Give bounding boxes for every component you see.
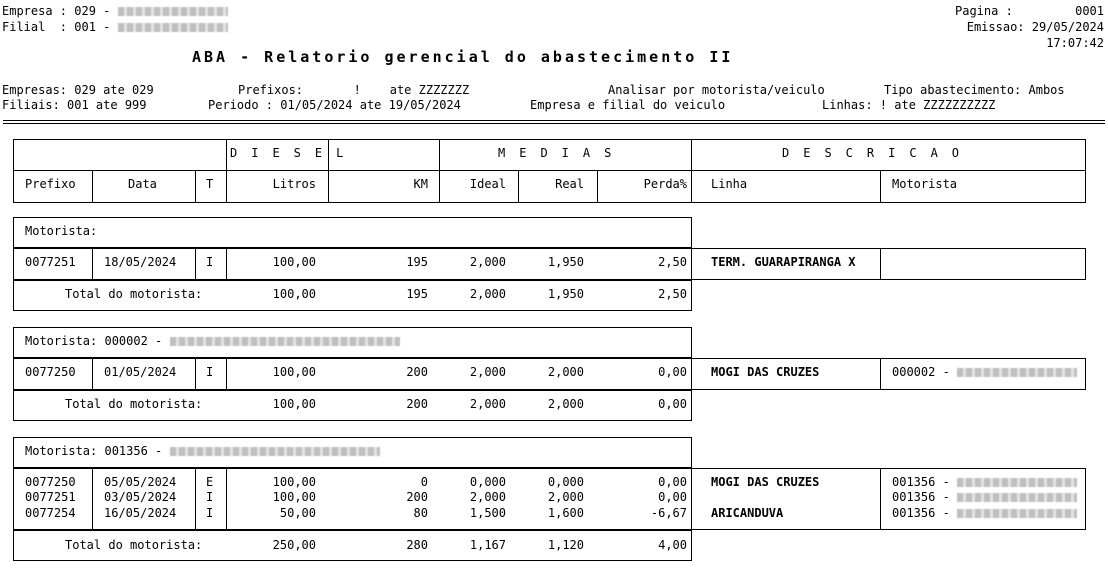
col-motorista: Motorista bbox=[892, 177, 958, 191]
motorista-label: Motorista: bbox=[25, 224, 98, 238]
cell-km: 0 bbox=[420, 475, 428, 489]
cell-data: 03/05/2024 bbox=[104, 490, 177, 504]
cell-motorista-line bbox=[892, 490, 1077, 504]
divider bbox=[439, 139, 440, 203]
cell-real: 1,600 bbox=[547, 506, 584, 520]
divider bbox=[195, 468, 196, 530]
redacted-text bbox=[118, 7, 228, 16]
param-empresa-filial: Empresa e filial do veiculo bbox=[530, 98, 726, 112]
col-km: KM bbox=[413, 177, 428, 191]
cell-perda: 2,50 bbox=[658, 255, 687, 269]
redacted-text bbox=[170, 447, 380, 456]
col-linha: Linha bbox=[711, 177, 748, 191]
col-litros: Litros bbox=[272, 177, 316, 191]
param-analisar: Analisar por motorista/veiculo bbox=[608, 83, 825, 97]
cell-t: I bbox=[206, 255, 214, 269]
empresa-line bbox=[2, 4, 228, 18]
total-label: Total do motorista: bbox=[65, 538, 203, 552]
cell-t: I bbox=[206, 490, 214, 504]
cell-t: I bbox=[206, 365, 214, 379]
cell-perda: 0,00 bbox=[658, 490, 687, 504]
divider bbox=[880, 170, 881, 203]
total-litros: 250,00 bbox=[272, 538, 316, 552]
total-perda: 2,50 bbox=[658, 287, 687, 301]
redacted-text bbox=[957, 478, 1077, 487]
cell-real: 0,000 bbox=[547, 475, 584, 489]
cell-prefixo: 0077250 bbox=[25, 365, 76, 379]
redacted-text bbox=[957, 493, 1077, 502]
redacted-text bbox=[957, 509, 1077, 518]
cell-real: 2,000 bbox=[547, 365, 584, 379]
param-tipo: Tipo abastecimento: Ambos bbox=[884, 83, 1065, 97]
divider bbox=[3, 123, 1105, 124]
total-km: 200 bbox=[406, 397, 428, 411]
col-ideal: Ideal bbox=[469, 177, 506, 191]
redacted-text bbox=[957, 368, 1077, 377]
cell-litros: 50,00 bbox=[279, 506, 316, 520]
pagina-value: 0001 bbox=[1075, 4, 1104, 18]
cell-ideal: 1,500 bbox=[469, 506, 506, 520]
cell-ideal: 2,000 bbox=[469, 255, 506, 269]
divider bbox=[226, 358, 227, 390]
param-empresas: Empresas: 029 ate 029 bbox=[2, 83, 154, 97]
cell-t: I bbox=[206, 506, 214, 520]
cell-motorista: 001356 - bbox=[892, 475, 950, 489]
motorista-label-line bbox=[25, 444, 380, 458]
col-perda: Perda% bbox=[643, 177, 687, 191]
col-real: Real bbox=[555, 177, 584, 191]
total-litros: 100,00 bbox=[272, 397, 316, 411]
param-linhas: Linhas: ! ate ZZZZZZZZZZ bbox=[822, 98, 996, 112]
cell-t: E bbox=[206, 475, 214, 489]
total-real: 1,950 bbox=[547, 287, 584, 301]
divider bbox=[880, 358, 881, 390]
divider bbox=[691, 358, 692, 390]
total-label: Total do motorista: bbox=[65, 397, 203, 411]
cell-linha: ARICANDUVA bbox=[711, 506, 784, 520]
col-t: T bbox=[206, 177, 214, 191]
cell-ideal: 0,000 bbox=[469, 475, 506, 489]
divider bbox=[3, 120, 1105, 121]
param-prefixos: Prefixos: ! ate ZZZZZZZ bbox=[238, 83, 470, 97]
cell-km: 80 bbox=[413, 506, 428, 520]
cell-perda: 0,00 bbox=[658, 365, 687, 379]
divider bbox=[195, 170, 196, 203]
divider bbox=[597, 170, 598, 203]
redacted-text bbox=[118, 23, 228, 32]
group-medias: MEDIAS bbox=[498, 146, 626, 160]
param-filiais: Filiais: 001 ate 999 bbox=[2, 98, 147, 112]
cell-perda: -6,67 bbox=[650, 506, 687, 520]
cell-ideal: 2,000 bbox=[469, 490, 506, 504]
emissao: Emissao: 29/05/2024 bbox=[966, 20, 1104, 34]
total-km: 280 bbox=[406, 538, 428, 552]
cell-real: 1,950 bbox=[547, 255, 584, 269]
total-label: Total do motorista: bbox=[65, 287, 203, 301]
total-real: 2,000 bbox=[547, 397, 584, 411]
cell-prefixo: 0077251 bbox=[25, 490, 76, 504]
col-data: Data bbox=[128, 177, 157, 191]
divider bbox=[92, 468, 93, 530]
cell-litros: 100,00 bbox=[272, 475, 316, 489]
divider bbox=[691, 248, 692, 280]
group-diesel: DIESEL bbox=[230, 146, 358, 160]
divider bbox=[195, 248, 196, 280]
divider bbox=[880, 248, 881, 280]
divider bbox=[880, 468, 881, 530]
divider bbox=[13, 170, 1086, 171]
cell-data: 16/05/2024 bbox=[104, 506, 177, 520]
col-prefixo: Prefixo bbox=[25, 177, 76, 191]
cell-ideal: 2,000 bbox=[469, 365, 506, 379]
divider bbox=[226, 248, 227, 280]
divider bbox=[226, 139, 227, 203]
cell-data: 05/05/2024 bbox=[104, 475, 177, 489]
cell-motorista: 000002 - bbox=[892, 365, 950, 379]
total-ideal: 2,000 bbox=[469, 397, 506, 411]
pagina-label: Pagina : bbox=[955, 4, 1013, 18]
group-descricao: DESCRICAO bbox=[782, 146, 974, 160]
cell-motorista-line bbox=[892, 475, 1077, 489]
divider bbox=[518, 170, 519, 203]
motorista-label: Motorista: 000002 - bbox=[25, 334, 163, 348]
total-perda: 0,00 bbox=[658, 397, 687, 411]
cell-data: 18/05/2024 bbox=[104, 255, 177, 269]
cell-linha: TERM. GUARAPIRANGA X bbox=[711, 255, 856, 269]
hora: 17:07:42 bbox=[1046, 36, 1104, 50]
divider bbox=[195, 358, 196, 390]
empresa-label: Empresa : 029 - bbox=[2, 4, 111, 18]
cell-prefixo: 0077250 bbox=[25, 475, 76, 489]
motorista-label-line bbox=[25, 334, 400, 348]
cell-prefixo: 0077251 bbox=[25, 255, 76, 269]
total-km: 195 bbox=[406, 287, 428, 301]
cell-litros: 100,00 bbox=[272, 255, 316, 269]
filial-line bbox=[2, 20, 228, 34]
cell-km: 200 bbox=[406, 490, 428, 504]
divider bbox=[92, 248, 93, 280]
cell-litros: 100,00 bbox=[272, 490, 316, 504]
cell-linha: MOGI DAS CRUZES bbox=[711, 475, 820, 489]
total-perda: 4,00 bbox=[658, 538, 687, 552]
cell-real: 2,000 bbox=[547, 490, 584, 504]
motorista-label: Motorista: 001356 - bbox=[25, 444, 163, 458]
divider bbox=[92, 358, 93, 390]
cell-perda: 0,00 bbox=[658, 475, 687, 489]
cell-litros: 100,00 bbox=[272, 365, 316, 379]
divider bbox=[92, 170, 93, 203]
divider bbox=[226, 468, 227, 530]
cell-km: 200 bbox=[406, 365, 428, 379]
total-ideal: 2,000 bbox=[469, 287, 506, 301]
cell-motorista: 001356 - bbox=[892, 490, 950, 504]
cell-motorista-line bbox=[892, 506, 1077, 520]
cell-km: 195 bbox=[406, 255, 428, 269]
cell-motorista-line bbox=[892, 365, 1077, 379]
redacted-text bbox=[170, 337, 400, 346]
total-real: 1,120 bbox=[547, 538, 584, 552]
divider bbox=[691, 468, 692, 530]
cell-prefixo: 0077254 bbox=[25, 506, 76, 520]
param-periodo: Periodo : 01/05/2024 ate 19/05/2024 bbox=[208, 98, 461, 112]
total-litros: 100,00 bbox=[272, 287, 316, 301]
report-title: ABA - Relatorio gerencial do abastecimento II bbox=[192, 48, 734, 66]
cell-linha: MOGI DAS CRUZES bbox=[711, 365, 820, 379]
total-ideal: 1,167 bbox=[469, 538, 506, 552]
cell-motorista: 001356 - bbox=[892, 506, 950, 520]
motorista-header-box bbox=[13, 217, 692, 248]
filial-label: Filial : 001 - bbox=[2, 20, 111, 34]
divider bbox=[691, 139, 692, 203]
cell-data: 01/05/2024 bbox=[104, 365, 177, 379]
